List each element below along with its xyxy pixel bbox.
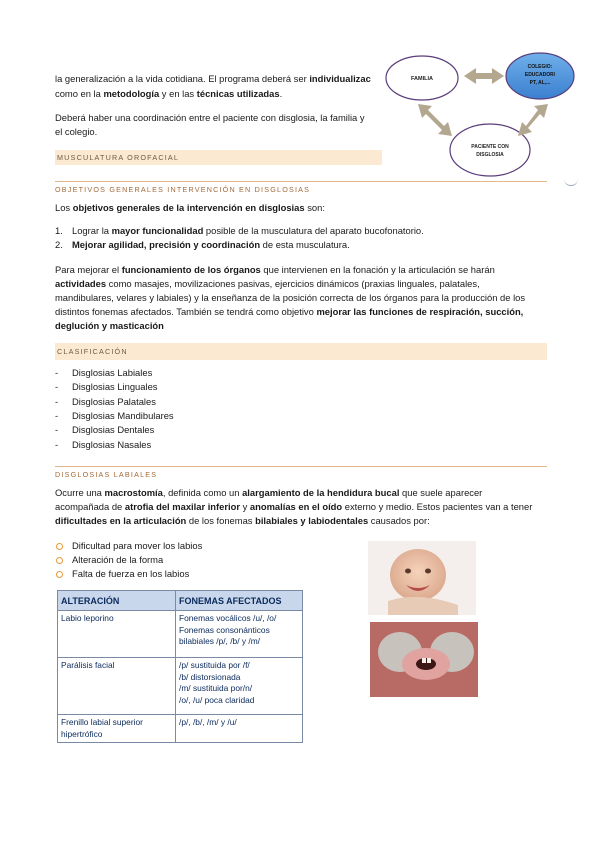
objetivo-item-1-text xyxy=(72,225,424,237)
objetivos-intro xyxy=(55,202,325,214)
labiales-line-3 xyxy=(55,515,430,527)
double-arrow-icon xyxy=(518,104,548,136)
familia-label: FAMILIA xyxy=(411,76,433,82)
labiales-text: externo y medio. Estos pacientes van a tener xyxy=(342,501,533,512)
cell-text: hipertrófico xyxy=(61,728,103,739)
table-cell xyxy=(176,715,303,743)
intro-line-1 xyxy=(55,73,371,85)
double-arrow-icon xyxy=(418,104,452,136)
para-bold: funcionamiento de los órganos xyxy=(121,264,261,275)
list-dash: - xyxy=(55,438,59,450)
intro-bold: metodología xyxy=(103,88,160,99)
table-row xyxy=(58,715,303,743)
labiales-bold: atrofia del maxilar inferior xyxy=(124,501,241,512)
intro-text: . xyxy=(279,88,283,99)
objetivos-bold: objetivos generales de la intervención en disglosias xyxy=(72,202,305,213)
cell-text: bilabiales /p/, /b/ y /m/ xyxy=(179,636,260,646)
para-text: como masajes, movilizaciones pasivas, ejercicios dinámicos (praxias linguales, palatales, xyxy=(106,278,480,289)
item-number: 1. xyxy=(55,225,63,236)
labiales-line-1 xyxy=(55,487,482,499)
cell-text: Frenillo labial superior xyxy=(61,717,143,727)
cell-text: /b/ distorsionada xyxy=(179,671,241,682)
bullet-icon xyxy=(56,557,63,564)
table-cell xyxy=(58,658,176,715)
objetivos-bold: mayor funcionalidad xyxy=(111,225,204,236)
list-item: Disglosias Palatales xyxy=(72,395,156,407)
labiales-bold: alargamiento de la hendidura bucal xyxy=(242,487,400,498)
intro-line-3: Deberá haber una coordinación entre el paciente con disglosia, la familia y xyxy=(55,112,365,123)
labiales-text: y xyxy=(240,501,250,512)
list-dash: - xyxy=(55,381,59,393)
section-rule xyxy=(55,466,547,467)
objetivo-item-1 xyxy=(55,225,63,237)
para-text: que intervienen en la fonación y la articulación se harán xyxy=(260,264,495,275)
intro-text: como en la xyxy=(55,88,104,99)
intro-bold: individualizac xyxy=(309,73,371,84)
objetivo-item-2 xyxy=(55,239,63,251)
subsection-labiales: DISGLOSIAS LABIALES xyxy=(55,470,158,479)
labiales-bold: bilabiales y labiodentales xyxy=(255,515,369,526)
section-header-musculatura: MUSCULATURA OROFACIAL xyxy=(55,150,382,165)
bullet-icon xyxy=(56,543,63,550)
alteraciones-table xyxy=(57,590,303,743)
objetivos-text: de esta musculatura. xyxy=(260,239,350,250)
labiales-bold: macrostomía xyxy=(104,487,163,498)
list-dash: - xyxy=(55,395,59,407)
cell-text: /o/, /u/ poca claridad xyxy=(179,694,255,705)
labiales-line-2 xyxy=(55,501,532,513)
list-dash: - xyxy=(55,367,59,378)
objetivo-item-2-text xyxy=(72,239,350,251)
colegio-label-3: PT, AL,... xyxy=(529,80,551,86)
paciente-ellipse xyxy=(450,124,530,176)
table-cell xyxy=(176,658,303,715)
para-bold: mejorar las funciones de respiración, succión, xyxy=(316,306,524,317)
labiales-text: de los fonemas xyxy=(186,515,256,526)
paciente-label-1: PACIENTE CON xyxy=(471,144,509,150)
list-item: Disglosias Dentales xyxy=(72,424,155,436)
section-rule xyxy=(55,181,547,182)
labiales-text: acompañada de xyxy=(55,501,125,512)
labiales-text: causados por: xyxy=(368,515,430,526)
labiales-bold: dificultades en la articulación xyxy=(55,515,187,526)
table-cell xyxy=(176,611,303,658)
colegio-label-2: EDUCADOR/ xyxy=(524,72,556,78)
item-number: 2. xyxy=(55,239,63,250)
intro-bold: técnicas utilizadas xyxy=(196,88,280,99)
table-header-fonemas: FONEMAS AFECTADOS xyxy=(176,591,303,611)
table-header-alteracion: ALTERACIÓN xyxy=(58,591,176,611)
list-dash: - xyxy=(55,409,59,421)
table-row xyxy=(58,658,303,715)
para-line-2 xyxy=(55,278,480,290)
para-text: distintos fonemas afectados. También se tendrá como objetivo xyxy=(55,306,317,317)
section-header-clasificacion: CLASIFICACIÓN xyxy=(55,343,547,360)
labiales-text: , definida como un xyxy=(162,487,243,498)
intro-text: y en las xyxy=(159,88,197,99)
intro-text: la generalización a la vida cotidiana. El programa deberá ser xyxy=(55,73,310,84)
list-item: Disglosias Mandibulares xyxy=(72,409,174,421)
objetivos-text: son: xyxy=(304,202,325,213)
objetivos-text: Lograr la xyxy=(72,225,112,236)
cell-text: Labio leporino xyxy=(61,613,114,623)
coordination-diagram xyxy=(380,48,580,180)
para-text: Para mejorar el xyxy=(55,264,122,275)
table-header-row xyxy=(58,591,303,611)
intro-line-4: el colegio. xyxy=(55,126,98,137)
cell-text: Parálisis facial xyxy=(61,660,115,670)
list-item: Disglosias Linguales xyxy=(72,381,158,393)
intro-line-2 xyxy=(55,88,282,100)
para-bold: deglución y masticación xyxy=(55,320,164,331)
cell-text: /p/, /b/, /m/ y /u/ xyxy=(179,717,237,727)
subsection-objetivos: OBJETIVOS GENERALES INTERVENCIÓN EN DISGLOSIAS xyxy=(55,185,311,194)
para-line-1 xyxy=(55,264,495,276)
table-cell xyxy=(58,611,176,658)
cell-text: /m/ sustituida por/n/ xyxy=(179,683,253,693)
labiales-text: Ocurre una xyxy=(55,487,105,498)
bullet-icon xyxy=(56,571,63,578)
table-cell xyxy=(58,715,176,743)
cell-text: /p/ sustituida por /f/ xyxy=(179,660,250,670)
labiales-bold: anomalías en el oído xyxy=(249,501,343,512)
objetivos-text: posible de la musculatura del aparato bucofonatorio. xyxy=(203,225,424,236)
cell-text: Fonemas vocálicos /u/, /o/ xyxy=(179,613,277,623)
cell-text: Fonemas consonánticos xyxy=(179,624,270,635)
para-line-4 xyxy=(55,306,523,318)
labiales-text: que suele aparecer xyxy=(399,487,483,498)
list-item: Dificultad para mover los labios xyxy=(72,540,203,551)
paciente-label-2: DISGLOSIA xyxy=(476,152,504,158)
objetivos-bold: Mejorar agilidad, precisión y coordinación xyxy=(72,239,261,250)
lips-photo xyxy=(370,622,478,697)
list-item: Alteración de la forma xyxy=(72,554,164,565)
list-item: Disglosias Labiales xyxy=(72,367,153,378)
list-item: Disglosias Nasales xyxy=(72,438,152,450)
list-item: Falta de fuerza en los labios xyxy=(72,568,190,579)
baby-photo xyxy=(368,541,476,615)
objetivos-text: Los xyxy=(55,202,73,213)
scroll-indicator-icon xyxy=(564,175,578,186)
double-arrow-icon xyxy=(464,68,504,84)
table-row xyxy=(58,611,303,658)
colegio-label-1: COLEGIO: xyxy=(527,64,553,70)
para-line-3: mandibulares, velares y labiales) y la enseñanza de la posición correcta de los órganos para la producción de los xyxy=(55,292,526,303)
list-dash: - xyxy=(55,424,59,436)
para-bold: actividades xyxy=(55,278,107,289)
para-line-5 xyxy=(55,320,164,332)
